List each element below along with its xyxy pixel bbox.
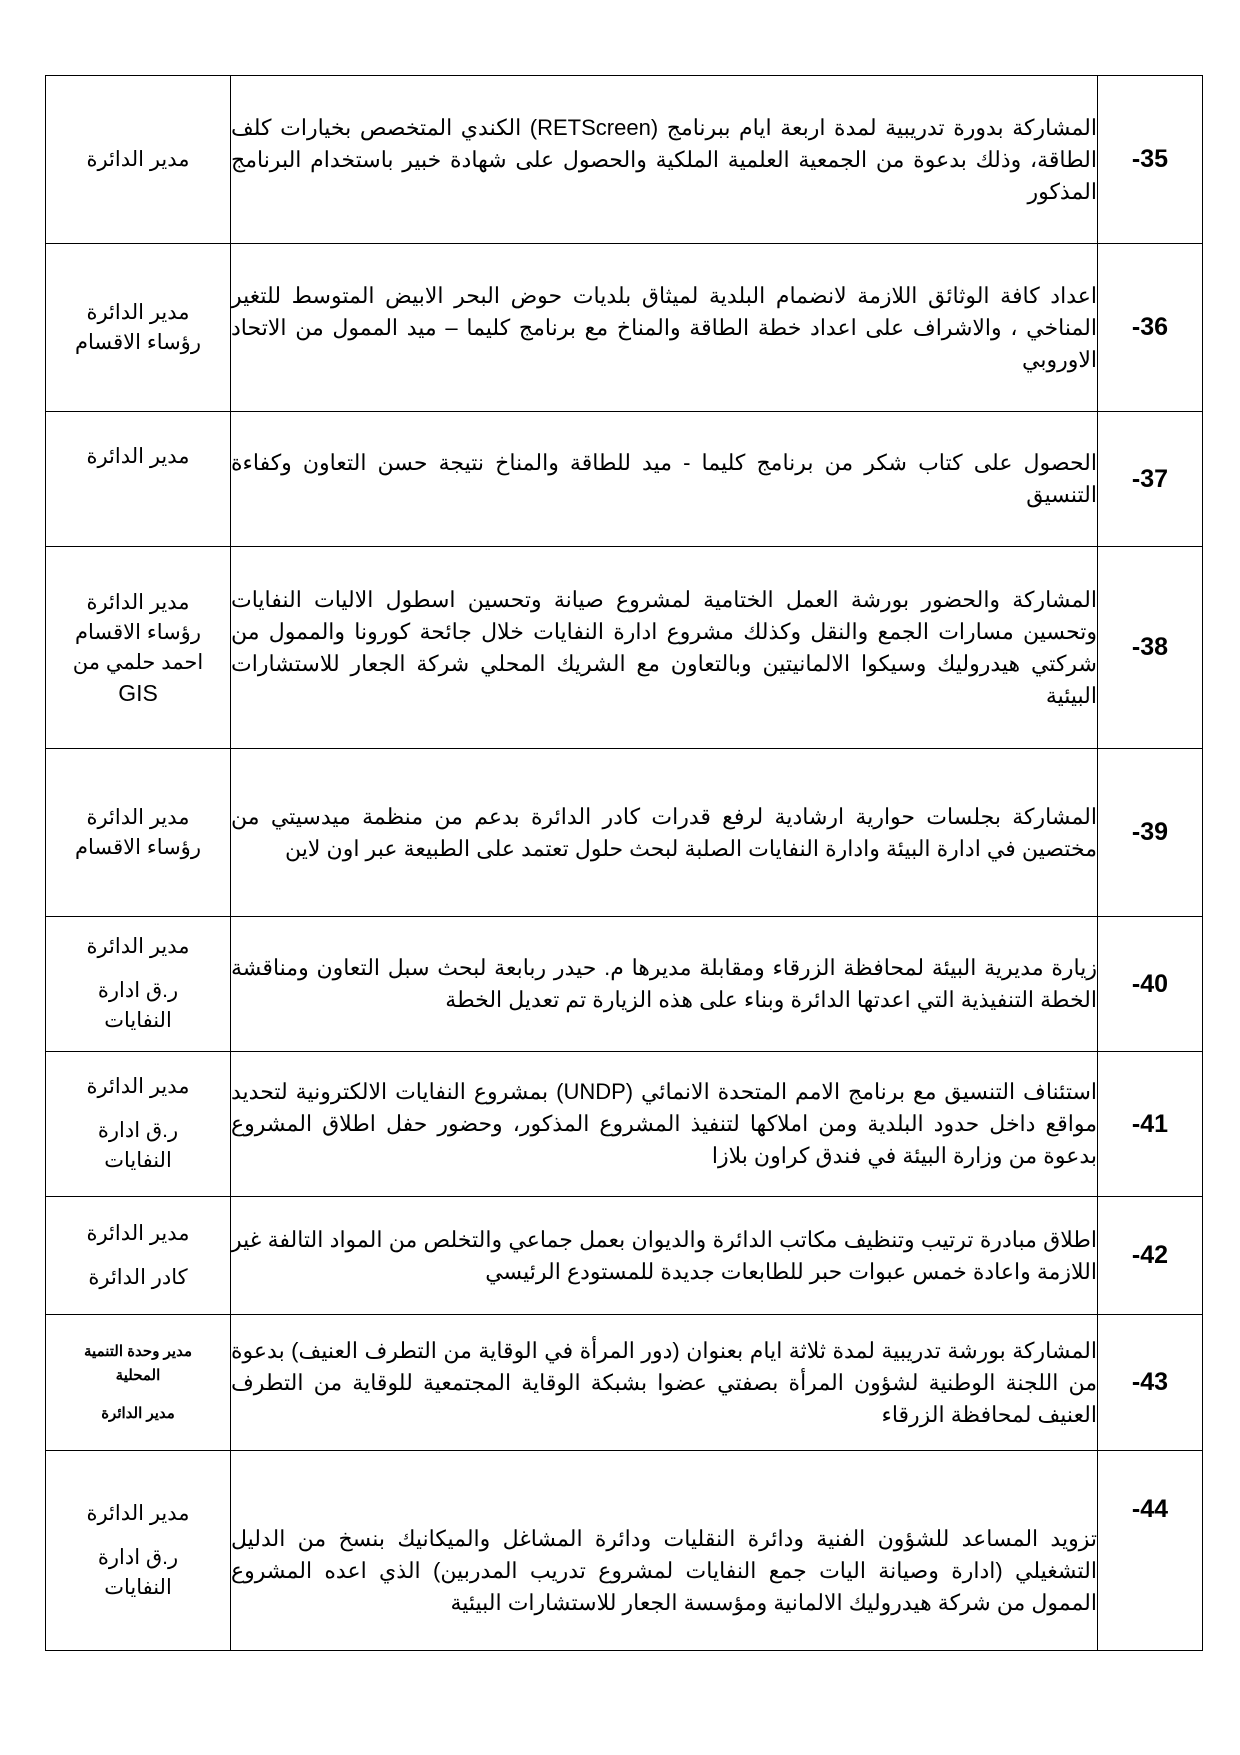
responsible-line: مدير الدائرة xyxy=(86,805,190,829)
responsible-line: ر.ق ادارة xyxy=(97,979,179,1002)
table-row xyxy=(46,749,1203,917)
responsible-cell xyxy=(46,76,231,244)
table-row xyxy=(46,547,1203,749)
responsible-line: GIS xyxy=(118,679,158,706)
responsible-line: مدير وحدة التنمية xyxy=(84,1342,192,1360)
responsible-cell xyxy=(46,1197,231,1315)
responsible-line: المحلية xyxy=(115,1366,161,1384)
table-row xyxy=(46,76,1203,244)
item-number: -44 xyxy=(1098,1451,1203,1651)
responsible-line: احمد حلمي من xyxy=(72,650,204,674)
description-cell: المشاركة بورشة تدريبية لمدة ثلاثة ايام بعنوان (دور المرأة في الوقاية من التطرف العنيف) بدعوة من اللجنة الوطنية لشؤون المرأة بصفتي عضوا بشبكة الوقاية المجتمعية للوقاية من التطرف العنيف لمحافظة الزرقاء xyxy=(231,1315,1098,1451)
responsible-line: رؤساء الاقسام xyxy=(75,620,201,644)
item-number: -39 xyxy=(1098,749,1203,917)
description-cell: المشاركة بجلسات حوارية ارشادية لرفع قدرات كادر الدائرة بدعم من منظمة ميدسيتي من مختصين في ادارة البيئة وادارة النفايات الصلبة لبحث حلول تعتمد على الطبيعة عبر اون لاين xyxy=(231,749,1098,917)
item-number: -37 xyxy=(1098,412,1203,547)
description-cell: المشاركة والحضور بورشة العمل الختامية لمشروع صيانة وتحسين اسطول الاليات النفايات وتحسين مسارات الجمع والنقل وكذلك مشروع ادارة النفايات خلال جائحة كورونا والممول من شركتي هيدروليك وسيكوا الالمانيتين وبالتعاون مع الشريك المحلي شركة الجعار للاستشارات البيئية xyxy=(231,547,1098,749)
table-row xyxy=(46,412,1203,547)
item-number: -40 xyxy=(1098,917,1203,1052)
responsible-line: مدير الدائرة xyxy=(86,935,190,958)
description-cell: استئناف التنسيق مع برنامج الامم المتحدة الانمائي (UNDP) بمشروع النفايات الالكترونية لتحديد مواقع داخل حدود البلدية ومن املاكها لتنفيذ المشروع المذكور، وحضور حفل اطلاق المشروع بدعوة من وزارة البيئة في فندق كراون بلازا xyxy=(231,1052,1098,1197)
description-cell: الحصول على كتاب شكر من برنامج كليما - ميد للطاقة والمناخ نتيجة حسن التعاون وكفاءة التنسيق xyxy=(231,412,1098,547)
responsible-cell xyxy=(46,917,231,1052)
responsible-line: مدير الدائرة xyxy=(86,590,190,614)
responsible-line: مدير الدائرة xyxy=(86,1501,190,1525)
responsible-line: مدير الدائرة xyxy=(86,147,190,171)
responsible-line: رؤساء الاقسام xyxy=(75,330,201,354)
responsible-line: مدير الدائرة xyxy=(86,1221,190,1245)
table-row xyxy=(46,1052,1203,1197)
description-cell: المشاركة بدورة تدريبية لمدة اربعة ايام ببرنامج (RETScreen) الكندي المتخصص بخيارات كلف الطاقة، وذلك بدعوة من الجمعية العلمية الملكية والحصول على شهادة خبير باستخدام البرنامج المذكور xyxy=(231,76,1098,244)
responsible-cell xyxy=(46,1052,231,1197)
responsible-line: مدير الدائرة xyxy=(86,300,190,324)
table-row xyxy=(46,244,1203,412)
item-number: -43 xyxy=(1098,1315,1203,1451)
responsible-cell xyxy=(46,412,231,547)
responsible-line: النفايات xyxy=(104,1149,172,1172)
description-cell: زيارة مديرية البيئة لمحافظة الزرقاء ومقابلة مديرها م. حيدر ربابعة لبحث سبل التعاون ومناقشة الخطة التنفيذية التي اعدتها الدائرة وبناء على هذه الزيارة تم تعديل الخطة xyxy=(231,917,1098,1052)
table-row xyxy=(46,1197,1203,1315)
description-cell: اعداد كافة الوثائق اللازمة لانضمام البلدية لميثاق بلديات حوض البحر الابيض المتوسط للتغير المناخي ، والاشراف على اعداد خطة الطاقة والمناخ مع برنامج كليما – ميد الممول من الاتحاد الاوروبي xyxy=(231,244,1098,412)
responsible-cell xyxy=(46,244,231,412)
table-row xyxy=(46,1315,1203,1451)
responsible-cell xyxy=(46,547,231,749)
activities-table xyxy=(45,75,1203,1651)
item-number: -38 xyxy=(1098,547,1203,749)
responsible-cell xyxy=(46,1451,231,1651)
item-number: -42 xyxy=(1098,1197,1203,1315)
responsible-line: النفايات xyxy=(104,1009,172,1032)
responsible-line: مدير الدائرة xyxy=(101,1404,175,1422)
table-row xyxy=(46,1451,1203,1651)
responsible-line: مدير الدائرة xyxy=(86,445,190,468)
responsible-line: ر.ق ادارة xyxy=(97,1545,179,1569)
item-number: -35 xyxy=(1098,76,1203,244)
responsible-cell xyxy=(46,1315,231,1451)
description-cell: اطلاق مبادرة ترتيب وتنظيف مكاتب الدائرة والديوان بعمل جماعي والتخلص من المواد التالفة غير اللازمة واعادة خمس عبوات حبر للطابعات جديدة للمستودع الرئيسي xyxy=(231,1197,1098,1315)
responsible-line: رؤساء الاقسام xyxy=(75,835,201,859)
responsible-cell xyxy=(46,749,231,917)
responsible-line: ر.ق ادارة xyxy=(97,1119,179,1142)
item-number: -36 xyxy=(1098,244,1203,412)
item-number: -41 xyxy=(1098,1052,1203,1197)
responsible-line: كادر الدائرة xyxy=(88,1265,188,1289)
table-row xyxy=(46,917,1203,1052)
responsible-line: مدير الدائرة xyxy=(86,1075,190,1098)
description-cell: تزويد المساعد للشؤون الفنية ودائرة النقليات ودائرة المشاغل والميكانيك بنسخ من الدليل التشغيلي (ادارة وصيانة اليات جمع النفايات لمشروع تدريب المدربين) الذي اعده المشروع الممول من شركة هيدروليك الالمانية ومؤسسة الجعار للاستشارات البيئية xyxy=(231,1451,1098,1651)
responsible-line: النفايات xyxy=(104,1575,172,1599)
